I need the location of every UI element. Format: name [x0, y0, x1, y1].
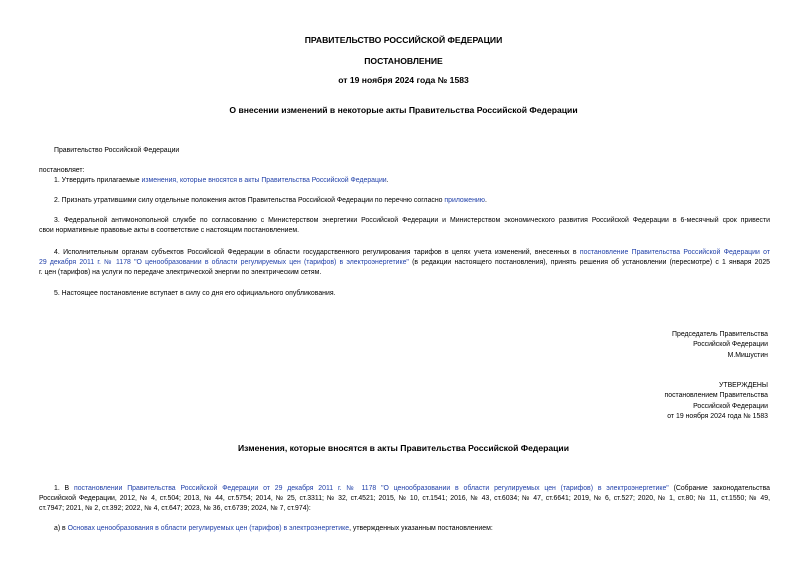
paragraph-1-text: 1. Утвердить прилагаемые — [54, 177, 142, 184]
paragraph-4-line-3: г. цен (тарифов) на услуги по передаче электрической энергии по электрическим сетям. — [39, 269, 322, 276]
resolution-1178-link-cont[interactable]: 29 декабря 2011 г. № 1178 "О ценообразовании в области регулируемых цен (тарифов) в электроэнергетике" — [39, 259, 409, 266]
changes-item-1-line-2: Российской Федерации, 2012, № 4, ст.504; 2013, № 44, ст.5754; 2014, № 25, ст.3311; № 32, ст.4521; 2015, № 10, ст.1541; 2016, № 43, ст.6034; № 47, ст.6641; 2019, № 6, ст.527; 2020, № 1, ст.80; № 11, ст.1550; № 49, — [39, 495, 770, 502]
paragraph-4-text-cont: (в редакции настоящего постановления), принять решения об установлении (пересмотре) с 1 января 2025 — [408, 259, 770, 266]
paragraph-1 — [54, 176, 389, 186]
changes-item-a — [54, 524, 493, 534]
resolution-1178-link[interactable]: постановление Правительства Российской Федерации от — [579, 249, 771, 256]
item-a-end: , утвержденных указанным постановлением: — [349, 525, 493, 532]
pricing-basics-link[interactable]: Основах ценообразования в области регулируемых цен (тарифов) в электроэнергетике — [67, 525, 350, 532]
signature-block — [672, 330, 768, 361]
approval-label: УТВЕРЖДЕНЫ — [719, 382, 768, 389]
changes-title: Изменения, которые вносятся в акты Правительства Российской Федерации — [237, 443, 569, 453]
signature-title: Председатель Правительства — [672, 331, 768, 338]
paragraph-2-text: 2. Признать утратившими силу отдельные положения актов Правительства Российской Федерации по перечню согласно — [54, 197, 445, 204]
document-type: ПОСТАНОВЛЕНИЕ — [364, 56, 443, 66]
document-title: О внесении изменений в некоторые акты Правительства Российской Федерации — [229, 105, 578, 115]
paragraph-5: 5. Настоящее постановление вступает в силу со дня его официального опубликования. — [54, 290, 336, 297]
approval-date: от 19 ноября 2024 года № 1583 — [667, 412, 768, 420]
item-1-source: (Собрание законодательства — [668, 485, 770, 492]
paragraph-4-line-2 — [39, 258, 770, 268]
paragraph-2-end: . — [484, 197, 487, 204]
item-1-prefix: 1. В — [54, 485, 74, 492]
signature-country: Российской Федерации — [693, 341, 768, 349]
paragraph-3-line-2: свои нормативные правовые акты в соответствие с настоящим постановлением. — [39, 227, 299, 234]
item-a-prefix: а) в — [54, 525, 68, 532]
government-heading: ПРАВИТЕЛЬСТВО РОССИЙСКОЙ ФЕДЕРАЦИИ — [304, 35, 503, 45]
paragraph-4-line-1 — [54, 248, 770, 258]
paragraph-1-end: . — [386, 177, 389, 184]
signature-name: М.Мишустин — [727, 351, 768, 359]
item-1-resolution-link[interactable]: постановлении Правительства Российской Федерации от 29 декабря 2011 г. № 1178 "О ценообразовании в области регулируемых цен (тарифов) в электроэнергетике" — [73, 485, 669, 492]
approval-block — [665, 381, 769, 422]
paragraph-2 — [54, 196, 487, 206]
paragraph-4-text: 4. Исполнительным органам субъектов Российской Федерации в области государственного регулирования тарифов в целях учета изменений, внесенных в — [54, 249, 580, 256]
paragraph-3-line-1: 3. Федеральной антимонопольной службе по согласованию с Министерством энергетики Российской Федерации и Министерством экономического развития Российской Федерации в 6-месячный срок привести — [54, 217, 770, 224]
approval-by: постановлением Правительства — [664, 392, 768, 400]
changes-item-1-line-3: ст.7947; 2021, № 2, ст.392; 2022, № 4, ст.647; 2023, № 36, ст.6739; 2024, № 7, ст.974): — [39, 505, 311, 512]
issuer-line: Правительство Российской Федерации — [54, 147, 180, 154]
appendix-link[interactable]: приложению — [444, 197, 485, 204]
document-date-number: от 19 ноября 2024 года № 1583 — [338, 75, 469, 85]
changes-item-1-line-1 — [54, 484, 770, 494]
approval-country: Российской Федерации — [693, 402, 768, 410]
changes-link[interactable]: изменения, которые вносятся в акты Правительства Российской Федерации — [141, 177, 387, 184]
resolves-line: постановляет: — [39, 167, 85, 174]
